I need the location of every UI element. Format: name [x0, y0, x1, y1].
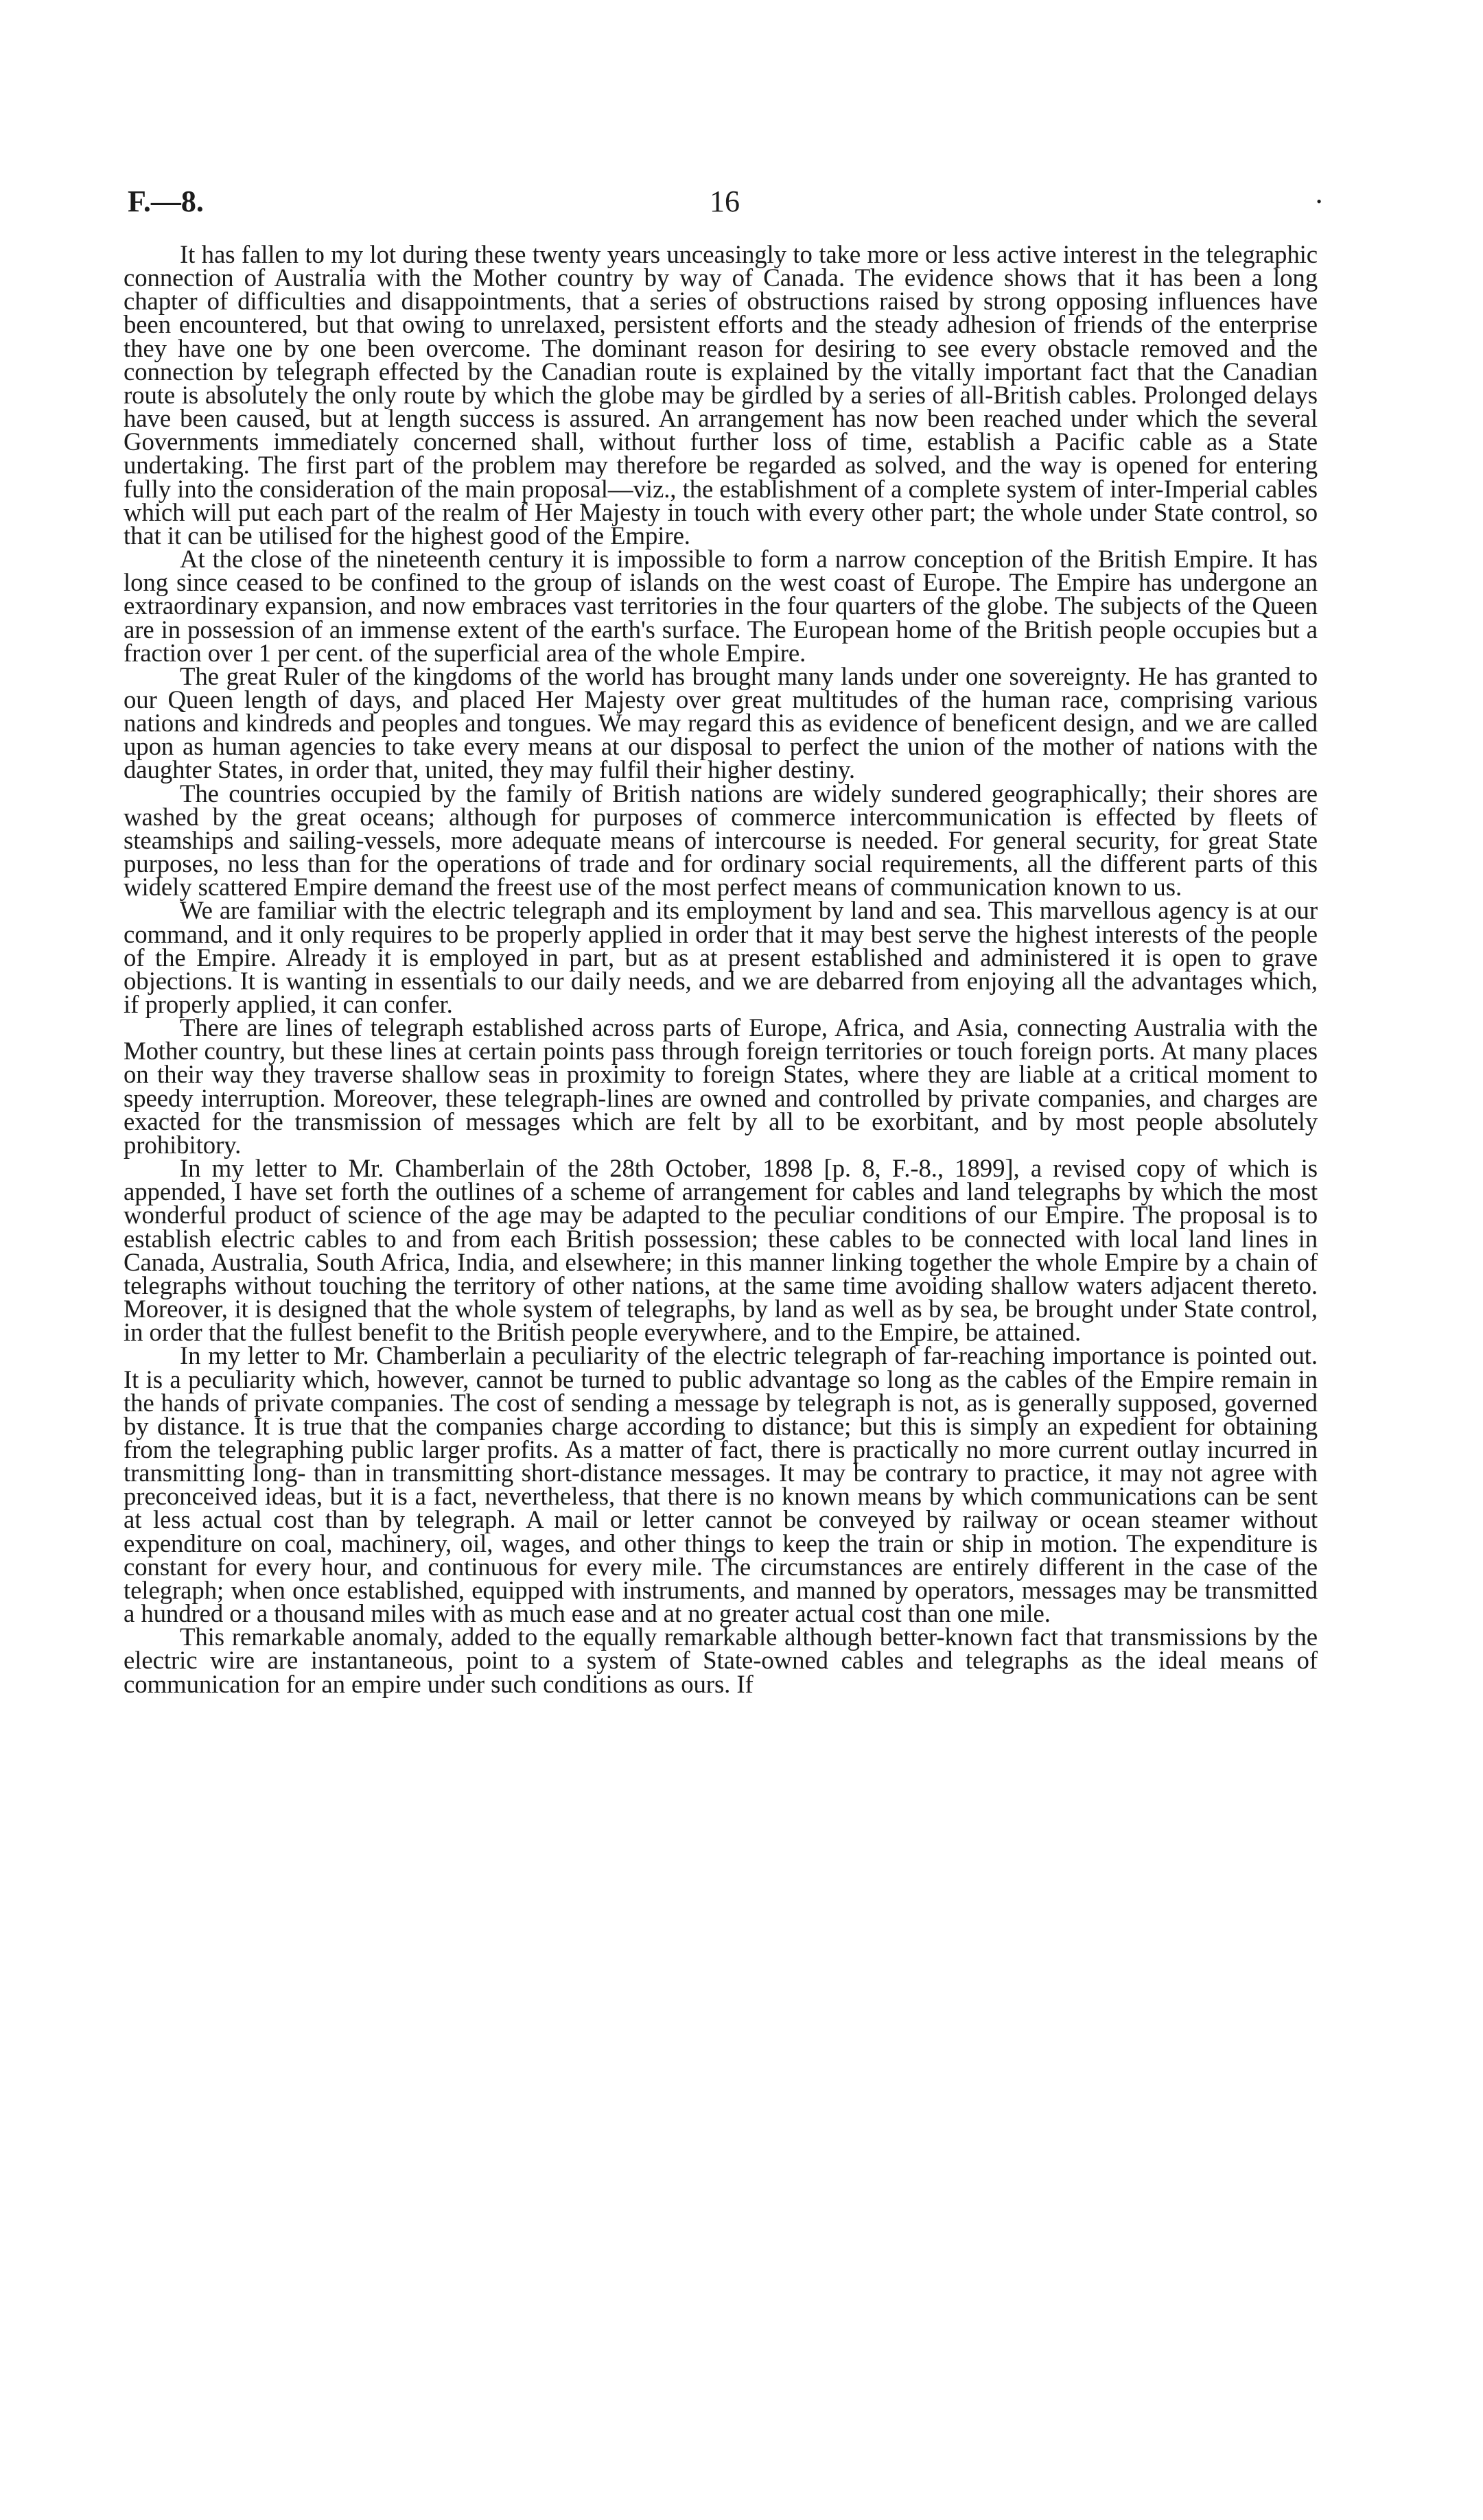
margin-mark: •: [1316, 193, 1322, 210]
paragraph: The great Ruler of the kingdoms of the world has brought many lands under one sovereignty. He has granted to our Queen length of days, and placed Her Majesty over great multitudes of the human race, comprising various nations and kindreds and peoples and tongues. We may regard this as evidence of beneficent design, and we are called upon as human agencies to take every means at our disposal to perfect the union of the mother of nations with the daughter States, in order that, united, they may fulfil their higher destiny.: [124, 661, 1318, 784]
paragraph: This remarkable anomaly, added to the equally remarkable although better-known fact that transmissions by the electric wire are instantaneous, point to a system of State-owned cables and telegraphs as the ideal means of communication for an empire under such conditions as ours. If: [124, 1623, 1318, 1698]
paragraph: We are familiar with the electric telegraph and its employment by land and sea. This marvellous agency is at our command, and it only requires to be properly applied in order that it may best serve the highest interests of the people of the Empire. Already it is employed in part, but as at present established and administered it is open to grave objections. It is wanting in essentials to our daily needs, and we are debarred from enjoying all the advantages which, if properly applied, it can confer.: [124, 896, 1318, 1018]
paragraph: It has fallen to my lot during these twenty years unceasingly to take more or less active interest in the telegraphic connection of Australia with the Mother country by way of Canada. The evidence shows that it has been a long chapter of difficulties and disappointments, that a series of obstructions raised by strong opposing influences have been encountered, but that owing to unrelaxed, persistent efforts and the steady adhesion of friends of the enterprise they have one by one been overcome. The dominant reason for desiring to see every obstacle removed and the connection by telegraph effected by the Canadian route is explained by the vitally important fact that the Canadian route is absolutely the only route by which the globe may be girdled by a series of all-British cables. Prolonged delays have been caused, but at length success is assured. An arrangement has now been reached under which the several Governments immediately concerned shall, without further loss of time, establish a Pacific cable as a State undertaking. The first part of the problem may therefore be regarded as solved, and the way is opened for entering fully into the consideration of the main proposal—viz., the establishment of a complete system of inter-Imperial cables which will put each part of the realm of Her Majesty in touch with every other part; the whole under State control, so that it can be utilised for the highest good of the Empire.: [124, 240, 1318, 550]
paragraph: The countries occupied by the family of British nations are widely sundered geographically; their shores are washed by the great oceans; although for purposes of commerce intercommunication is effected by fleets of steamships and sailing-vessels, more adequate means of intercourse is needed. For general security, for great State purposes, no less than for the operations of trade and for ordinary social requirements, all the different parts of this widely scattered Empire demand the freest use of the most perfect means of communication known to us.: [124, 779, 1318, 902]
paragraph: In my letter to Mr. Chamberlain a peculiarity of the electric telegraph of far-reaching importance is pointed out. It is a peculiarity which, however, cannot be turned to public advantage so long as the cables of the Empire remain in the hands of private companies. The cost of sending a message by telegraph is not, as is generally supposed, governed by distance. It is true that the companies charge according to distance; but this is simply an expedient for obtaining from the telegraphing public larger profits. As a matter of fact, there is practically no more current outlay incurred in transmitting long- than in transmitting short-distance messages. It may be contrary to practice, it may not agree with preconceived ideas, but it is a fact, nevertheless, that there is no known means by which communications can be sent at less actual cost than by telegraph. A mail or letter cannot be conveyed by railway or ocean steamer without expenditure on coal, machinery, oil, wages, and other things to keep the train or ship in motion. The expenditure is constant for every hour, and continuous for every mile. The circumstances are entirely different in the case of the telegraph; when once established, equipped with instruments, and manned by operators, messages may be transmitted a hundred or a thousand miles with as much ease and at no greater actual cost than one mile.: [124, 1341, 1318, 1628]
paragraph: At the close of the nineteenth century it is impossible to form a narrow conception of the British Empire. It has long since ceased to be confined to the group of islands on the west coast of Europe. The Empire has undergone an extraordinary expansion, and now embraces vast territories in the four quarters of the globe. The subjects of the Queen are in possession of an immense extent of the earth's surface. The European home of the British people occupies but a fraction over 1 per cent. of the superficial area of the whole Empire.: [124, 545, 1318, 667]
page-number: 16: [710, 185, 740, 218]
paragraph: In my letter to Mr. Chamberlain of the 28th October, 1898 [p. 8, F.-8., 1899], a revised copy of which is appended, I have set forth the outlines of a scheme of arrangement for cables and land telegraphs by which the most wonderful product of science of the age may be adapted to the peculiar conditions of our Empire. The proposal is to establish electric cables to and from each British possession; these cables to be connected with local land lines in Canada, Australia, South Africa, India, and elsewhere; in this manner linking together the whole Empire by a chain of telegraphs without touching the territory of other nations, at the same time avoiding shallow waters adjacent thereto. Moreover, it is designed that the whole system of telegraphs, by land as well as by sea, be brought under State control, in order that the fullest benefit to the British people everywhere, and to the Empire, be attained.: [124, 1154, 1318, 1347]
article-body: [124, 240, 1318, 1698]
page-header: [128, 180, 1322, 224]
paragraph: There are lines of telegraph established across parts of Europe, Africa, and Asia, connecting Australia with the Mother country, but these lines at certain points pass through foreign territories or touch foreign ports. At many places on their way they traverse shallow seas in proximity to foreign States, where they are liable at a critical moment to speedy interruption. Moreover, these telegraph-lines are owned and controlled by private companies, and charges are exacted for the transmission of messages which are felt by all to be exorbitant, and by most people absolutely prohibitory.: [124, 1013, 1318, 1159]
document-reference: F.—8.: [128, 185, 204, 218]
